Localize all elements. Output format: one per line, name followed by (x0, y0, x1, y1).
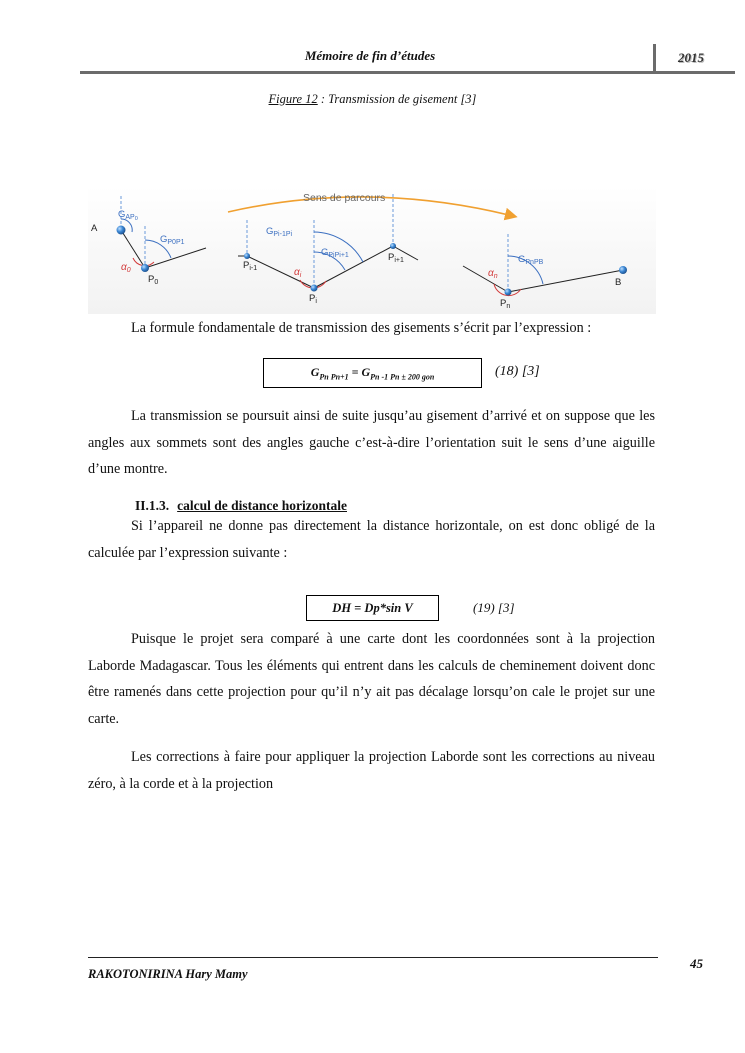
header-divider (653, 44, 656, 74)
page-number: 45 (690, 956, 703, 971)
label-G-Pi-1Pi-main: G (266, 226, 274, 237)
formula-18-g2: G (361, 364, 371, 379)
label-G-AP0-sub: AP (125, 214, 135, 221)
label-G-PnPB-main: G (518, 254, 526, 265)
paragraph-formula-intro: La formule fondamentale de transmission des gisements s’écrit par l’expression : (131, 320, 592, 336)
point-Pi+1 (390, 243, 396, 249)
paragraph-transmission: La transmission se poursuit ainsi de suite jusqu’au gisement d’arrivé et on suppose que les angles aux sommets sont des angles gauche c’est-à-dire l’orientation suit le sens d’une aiguille d’une montre. (88, 408, 655, 477)
label-Pn-main: P (500, 298, 507, 309)
header-title: Mémoire de fin d’études (304, 48, 436, 63)
section-number: II.1.3. (135, 498, 170, 513)
label-Pn-sub: n (506, 303, 511, 310)
figure-caption-label: Figure 12 (268, 92, 318, 106)
formula-box-18 (263, 358, 482, 388)
label-alpha-0-sub: 0 (126, 267, 131, 274)
label-G-PiPi+1-main: G (321, 247, 329, 258)
label-Pi-sub: i (315, 298, 317, 305)
formula-box-19 (306, 595, 439, 621)
formula-19-ref: (19) [3] (473, 600, 515, 615)
label-B: B (615, 277, 622, 288)
footer-author: RAKOTONIRINA Hary Mamy (88, 967, 248, 981)
label-A: A (91, 223, 98, 234)
label-Pi+1-sub: i+1 (394, 257, 404, 264)
header-year: 2015 (678, 50, 704, 65)
formula-19: DH = Dp*sin V (332, 600, 413, 615)
label-alpha-0-main: α (121, 262, 127, 273)
traverse-diagram (88, 186, 656, 314)
label-G-AP0-subsub: 0 (134, 216, 138, 222)
label-G-PiPi+1-sub: PiPi+1 (328, 252, 349, 259)
point-Pn (505, 289, 512, 296)
label-Pi-main: P (309, 293, 316, 304)
header-rule (80, 71, 735, 74)
label-G-Pi-1Pi-sub: Pi-1Pi (273, 231, 293, 238)
footer-rule (88, 957, 658, 958)
label-P0-sub: 0 (154, 279, 159, 286)
label-alpha-n-main: α (488, 268, 494, 279)
section-title: calcul de distance horizontale (177, 498, 347, 513)
label-alpha-i-sub: i (299, 272, 302, 279)
label-G-P0P1-main: G (160, 234, 168, 245)
paragraph-horizontal-distance: Si l’appareil ne donne pas directement la distance horizontale, on est donc obligé de la calculée par l’expression suivante : (88, 518, 655, 561)
formula-18-ref: (18) [3] (495, 364, 540, 379)
formula-18 (311, 365, 435, 381)
paragraph-laborde: Puisque le projet sera comparé à une carte dont les coordonnées sont à la projection Laborde Madagascar. Tous les éléments qui entrent dans les calculs de cheminement doivent donc être ramenés dans cette projection pour qu’il n’y ait pas décalage lorsqu’on cale le projet sur une carte. (88, 631, 655, 727)
label-G-AP0-main: G (118, 209, 126, 220)
label-P0-main: P (148, 274, 155, 285)
label-Pi+1-main: P (388, 252, 395, 263)
point-P0 (141, 264, 149, 272)
label-alpha-i-main: α (294, 267, 300, 278)
point-Pi (311, 285, 318, 292)
point-A (117, 226, 126, 235)
label-Pi-1-sub: i-1 (249, 265, 258, 272)
formula-18-eq: = (348, 364, 362, 379)
point-B (619, 266, 627, 274)
figure-caption (0, 92, 745, 107)
paragraph-corrections: Les corrections à faire pour appliquer la projection Laborde sont les corrections au niveau zéro, à la corde et à la projection (88, 749, 655, 792)
section-heading (135, 498, 347, 514)
formula-18-sub2: Pn -1 Pn ± 200 gon (370, 372, 435, 382)
diagram-background (88, 186, 656, 314)
label-alpha-n-sub: n (493, 273, 498, 280)
label-G-P0P1-sub: P0P1 (167, 239, 185, 246)
formula-18-g1: G (310, 364, 320, 379)
figure-caption-text: : Transmission de gisement [3] (317, 92, 477, 106)
formula-18-sub1: Pn Pn+1 (319, 372, 349, 382)
direction-label: Sens de parcours (303, 192, 386, 204)
point-Pi-1 (244, 253, 250, 259)
label-G-PnPB-sub: PnPB (525, 259, 544, 266)
label-Pi-1-main: P (243, 260, 250, 271)
